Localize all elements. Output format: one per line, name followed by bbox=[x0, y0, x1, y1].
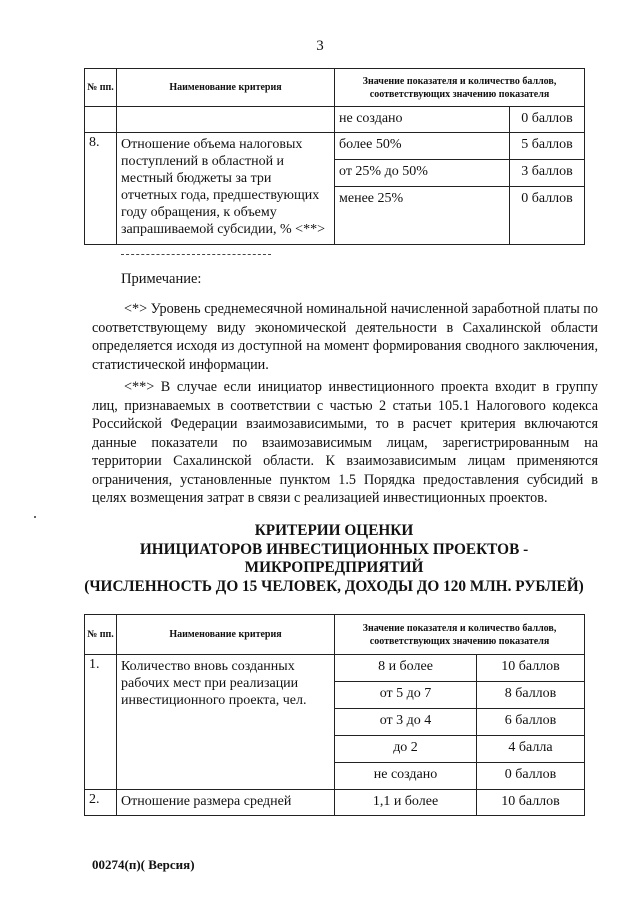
option-value: более 50% bbox=[335, 133, 510, 160]
header-num: № пп. bbox=[85, 615, 117, 655]
option-points: 10 баллов bbox=[477, 790, 585, 816]
row-number: 1. bbox=[85, 655, 117, 790]
row-number: 8. bbox=[85, 133, 117, 245]
document-code: 00274(п)( Версия) bbox=[92, 857, 195, 872]
header-num: № пп. bbox=[85, 69, 117, 107]
criterion-name: Отношение размера средней bbox=[117, 790, 335, 816]
section-heading bbox=[84, 522, 584, 596]
note-paragraph-2: <**> В случае если инициатор инвестиционного проекта входит в группу лиц, признаваемых в соответствии с частью 2 статьи 105.1 Налогового кодекса Российской Федерации взаимозависимыми, то в расчет критерия включаются данные показатели по взаимозависимым лицам, зарегистрированным на территории Сахалинской области. К взаимозависимым лицам применяются ограничения, установленные пунктом 1.5 Порядка предоставления субсидий в целях возмещения затрат в связи с реализацией инвестиционных проектов. bbox=[92, 379, 598, 506]
note-paragraph-1: <*> Уровень среднемесячной номинальной начисленной заработной платы по соответствующему виду экономической деятельности в Сахалинской области определяется исходя из доступной на момент формирования сводного заключения, статистической информации. bbox=[92, 301, 598, 373]
table-row bbox=[85, 133, 585, 160]
row-number: 2. bbox=[85, 790, 117, 816]
option-points: 4 балла bbox=[477, 736, 585, 763]
option-points: 3 баллов bbox=[510, 160, 585, 187]
heading-line-4: (ЧИСЛЕННОСТЬ ДО 15 ЧЕЛОВЕК, ДОХОДЫ ДО 120 МЛН. РУБЛЕЙ) bbox=[84, 577, 584, 595]
table-row bbox=[85, 790, 585, 816]
header-value: Значение показателя и количество баллов, соответствующих значению показателя bbox=[335, 615, 585, 655]
table-header-row bbox=[85, 615, 585, 655]
header-name: Наименование критерия bbox=[117, 69, 335, 107]
criterion-name: Количество вновь созданных рабочих мест при реализации инвестиционного проекта, чел. bbox=[117, 655, 335, 790]
page-number: 3 bbox=[316, 38, 324, 54]
criteria-table-continued bbox=[84, 68, 585, 245]
heading-line-2: ИНИЦИАТОРОВ ИНВЕСТИЦИОННЫХ ПРОЕКТОВ - bbox=[139, 540, 529, 558]
option-points: 6 баллов bbox=[477, 709, 585, 736]
footnote-divider bbox=[121, 254, 271, 255]
option-value: от 25% до 50% bbox=[335, 160, 510, 187]
option-points: 0 баллов bbox=[510, 107, 585, 133]
option-value: не создано bbox=[335, 107, 510, 133]
table-row bbox=[85, 655, 585, 682]
header-name: Наименование критерия bbox=[117, 615, 335, 655]
option-value: от 3 до 4 bbox=[335, 709, 477, 736]
cell-empty bbox=[85, 107, 117, 133]
option-value: 8 и более bbox=[335, 655, 477, 682]
heading-line-1: КРИТЕРИИ ОЦЕНКИ bbox=[254, 522, 414, 539]
option-points: 8 баллов bbox=[477, 682, 585, 709]
table-row bbox=[85, 107, 585, 133]
option-value: менее 25% bbox=[335, 187, 510, 245]
table-header-row bbox=[85, 69, 585, 107]
heading-line-3: МИКРОПРЕДПРИЯТИЙ bbox=[244, 559, 424, 576]
note-label: Примечание: bbox=[121, 271, 202, 287]
cell-empty bbox=[117, 107, 335, 133]
option-value: до 2 bbox=[335, 736, 477, 763]
option-points: 0 баллов bbox=[477, 763, 585, 790]
option-points: 0 баллов bbox=[510, 187, 585, 245]
option-value: 1,1 и более bbox=[335, 790, 477, 816]
option-value: от 5 до 7 bbox=[335, 682, 477, 709]
criterion-name: Отношение объема налоговых поступлений в областной и местный бюджеты за три отчетных года, предшествующих году обращения, к объему запрашиваемой субсидии, % <**> bbox=[117, 133, 335, 245]
option-points: 10 баллов bbox=[477, 655, 585, 682]
criteria-table-micro bbox=[84, 614, 585, 816]
option-value: не создано bbox=[335, 763, 477, 790]
option-points: 5 баллов bbox=[510, 133, 585, 160]
header-value: Значение показателя и количество баллов, соответствующих значению показателя bbox=[335, 69, 585, 107]
scan-speck bbox=[34, 516, 36, 518]
